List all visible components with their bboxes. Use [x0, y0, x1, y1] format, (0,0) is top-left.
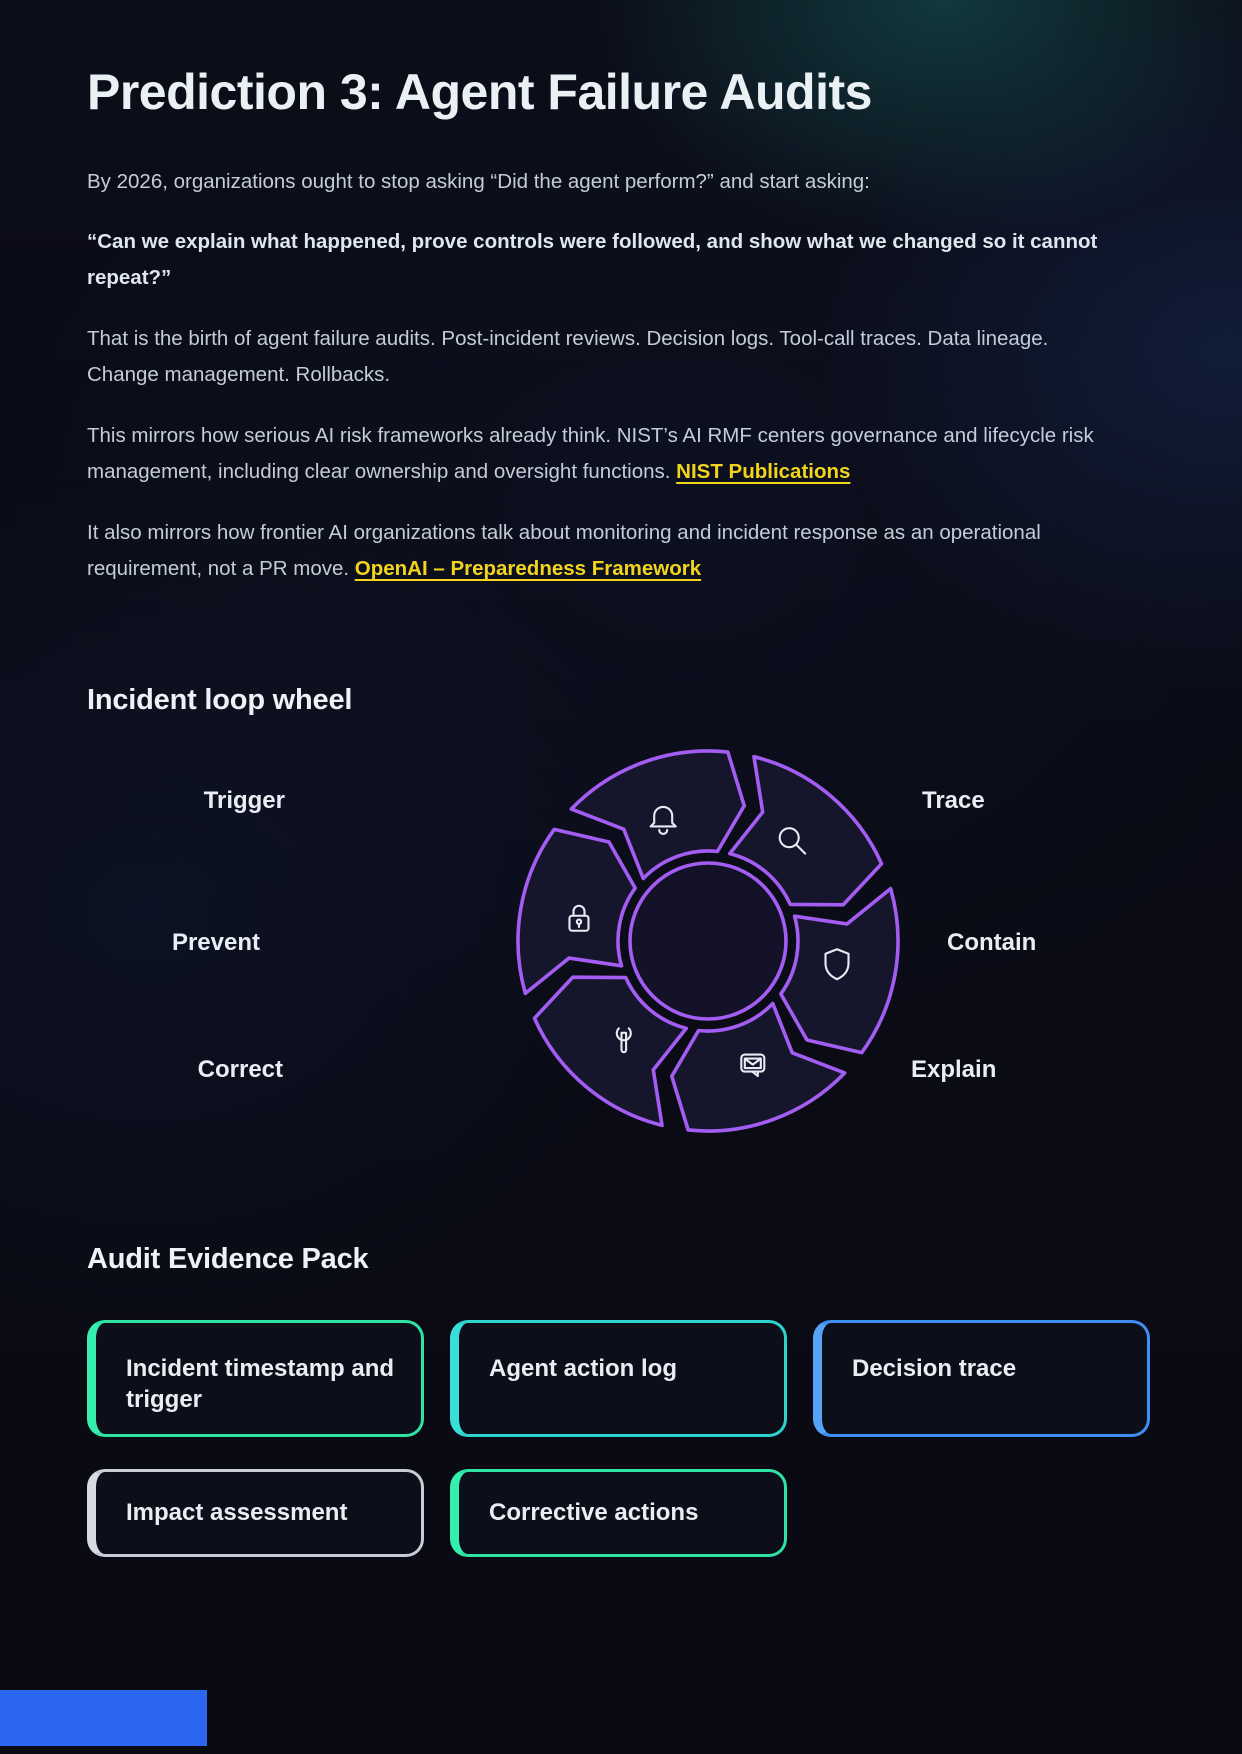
nist-paragraph [87, 418, 1103, 491]
wheel-label-explain: Explain [911, 1055, 997, 1083]
incident-loop-wheel [87, 731, 1122, 1209]
wheel-segment-prevent [518, 829, 635, 993]
wheel-segment-contain [781, 888, 898, 1052]
wheel-label-trace: Trace [922, 786, 985, 814]
wheel-center-circle [630, 863, 786, 1019]
page-title: Prediction 3: Agent Failure Audits [87, 64, 872, 120]
wheel-label-prevent: Prevent [171, 928, 260, 956]
evidence-card-label: Decision trace [852, 1354, 1017, 1382]
intro-paragraph: By 2026, organizations ought to stop asking “Did the agent perform?” and start asking: [87, 169, 870, 193]
evidence-card-label: Agent action log [489, 1354, 677, 1382]
nist-paragraph-text: This mirrors how serious AI risk frameworks already think. NIST’s AI RMF centers governance and lifecycle risk management, including clear ownership and oversight functions. [87, 423, 1094, 484]
wheel-section-heading: Incident loop wheel [87, 683, 353, 716]
openai-preparedness-link[interactable]: OpenAI – Preparedness Framework [354, 557, 702, 581]
wheel-label-correct: Correct [197, 1055, 283, 1083]
evidence-card-label: Corrective actions [489, 1499, 699, 1527]
footer-accent-bar [0, 1690, 207, 1746]
evidence-card [450, 1469, 787, 1557]
openai-paragraph-text: It also mirrors how frontier AI organizations talk about monitoring and incident response as an operational requirement, not a PR move. [87, 520, 1041, 581]
evidence-card-grid [87, 1320, 1122, 1557]
openai-paragraph [87, 515, 1103, 588]
evidence-card-label: Incident timestamp and trigger [126, 1354, 395, 1414]
evidence-card [87, 1320, 424, 1437]
evidence-card-label: Impact assessment [126, 1499, 348, 1527]
evidence-section-heading: Audit Evidence Pack [87, 1242, 369, 1275]
incident-loop-wheel-diagram [498, 731, 918, 1151]
evidence-card [450, 1320, 787, 1437]
quote-paragraph: “Can we explain what happened, prove controls were followed, and show what we changed so it cannot repeat?” [87, 229, 1098, 290]
wheel-label-trigger: Trigger [203, 786, 285, 814]
wheel-label-contain: Contain [947, 928, 1037, 956]
evidence-card [87, 1469, 424, 1557]
nist-publications-link[interactable]: NIST Publications [676, 460, 851, 484]
evidence-card [813, 1320, 1150, 1437]
birth-paragraph: That is the birth of agent failure audits. Post-incident reviews. Decision logs. Tool-call traces. Data lineage. Change management. Rollbacks. [87, 326, 1049, 387]
